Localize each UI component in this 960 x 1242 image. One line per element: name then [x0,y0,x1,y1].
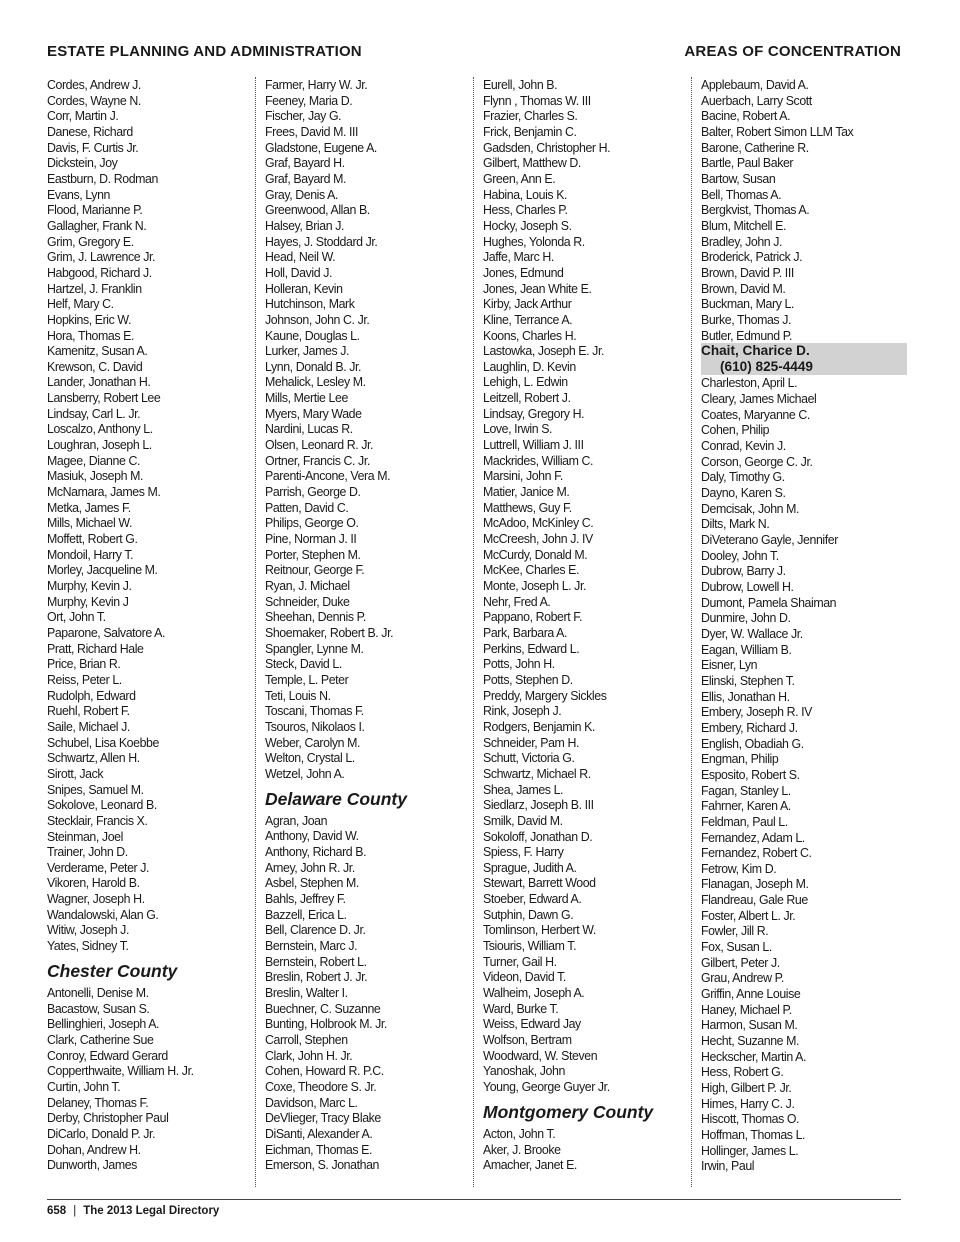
attorney-name: Gray, Denis A. [265,186,338,202]
attorney-name: Rink, Joseph J. [483,703,562,719]
attorney-name: DiSanti, Alexander A. [265,1125,373,1141]
attorney-name: Ryan, J. Michael [265,578,350,593]
attorney-name: Dooley, John T. [701,547,779,563]
attorney-name: Walheim, Joseph A. [483,985,585,1001]
attorney-name: Lindsay, Carl L. Jr. [47,405,141,421]
attorney-name: Welton, Crystal L. [265,750,355,766]
attorney-name: Metka, James F. [47,499,131,515]
footer-separator: | [73,1205,77,1217]
attorney-name: Shea, James L. [483,781,564,797]
attorney-name: Greenwood, Allan B. [265,202,370,218]
attorney-name: Murphy, Kevin J. [47,578,132,593]
attorney-name: Foster, Albert L. Jr. [701,907,796,923]
attorney-name: Frees, David M. III [265,123,359,139]
attorney-name: Wolfson, Bertram [483,1032,572,1048]
attorney-name: Schwartz, Allen H. [47,750,140,766]
attorney-name: Trainer, John D. [47,844,128,860]
attorney-name: Preddy, Margery Sickles [483,687,607,703]
attorney-name: Witiw, Joseph J. [47,922,129,938]
attorney-name: Lynn, Donald B. Jr. [265,358,362,374]
attorney-name: Curtin, John T. [47,1078,121,1094]
category-heading: AREAS OF CONCENTRATION [684,43,901,60]
attorney-name: Ward, Burke T. [483,1000,559,1016]
attorney-name: Bradley, John J. [701,233,783,249]
attorney-name: Habgood, Richard J. [47,264,152,280]
attorney-name: Fowler, Jill R. [701,923,769,939]
attorney-name: Emerson, S. Jonathan [265,1157,379,1173]
attorney-name: Elinski, Stephen T. [701,672,795,688]
attorney-name: Fernandez, Adam L. [701,829,805,845]
attorney-name: Olsen, Leonard R. Jr. [265,437,374,453]
attorney-name: Paparone, Salvatore A. [47,624,165,640]
attorney-name: Snipes, Samuel M. [47,781,144,797]
attorney-name: Clark, John H. Jr. [265,1047,353,1063]
attorney-name: Asbel, Stephen M. [265,875,359,891]
attorney-name: Fagan, Stanley L. [701,782,791,798]
attorney-name: Stecklair, Francis X. [47,812,148,828]
attorney-name: Spangler, Lynne M. [265,640,364,656]
attorney-name: Jones, Edmund [483,264,564,280]
attorney-name: Grau, Andrew P. [701,970,784,986]
attorney-name: Perkins, Edward L. [483,640,580,656]
attorney-name: Himes, Harry C. J. [701,1095,795,1111]
attorney-name: Kirby, Jack Arthur [483,296,572,312]
attorney-name: Lindsay, Gregory H. [483,405,585,421]
attorney-name: Myers, Mary Wade [265,405,362,421]
attorney-name: Hopkins, Eric W. [47,311,132,327]
attorney-name: Kline, Terrance A. [483,311,573,327]
attorney-name: Dunmire, John D. [701,610,791,626]
attorney-name: Ellis, Jonathan H. [701,688,790,704]
attorney-name: Gadsden, Christopher H. [483,139,611,155]
attorney-name: Dunworth, James [47,1157,137,1173]
attorney-name: Turner, Gail H. [483,953,557,969]
attorney-name: Murphy, Kevin J [47,593,129,609]
attorney-name: Pappano, Robert F. [483,609,583,625]
footer-rule [47,1199,901,1200]
attorney-name: Charleston, April L. [701,375,798,391]
attorney-name: Parenti-Ancone, Vera M. [265,468,391,484]
attorney-name: Eurell, John B. [483,77,558,92]
attorney-name: Burke, Thomas J. [701,311,791,327]
attorney-name: Acton, John T. [483,1125,556,1141]
attorney-name: Jaffe, Marc H. [483,249,554,265]
attorney-name: Steck, David L. [265,656,342,672]
attorney-name: Frick, Benjamin C. [483,123,577,139]
attorney-name: Dohan, Andrew H. [47,1141,141,1157]
attorney-name: Haney, Michael P. [701,1001,792,1017]
attorney-name: Copperthwaite, William H. Jr. [47,1063,194,1079]
attorney-name: Matthews, Guy F. [483,499,572,515]
featured-listing [701,343,907,375]
attorney-name: Steinman, Joel [47,828,123,844]
attorney-name: McAdoo, McKinley C. [483,515,594,531]
attorney-name: Barone, Catherine R. [701,139,809,155]
attorney-name: Wandalowski, Alan G. [47,906,159,922]
attorney-name: Ort, John T. [47,609,106,625]
attorney-name: Hiscott, Thomas O. [701,1111,800,1127]
attorney-name: Hess, Charles P. [483,202,568,218]
attorney-name: Matier, Janice M. [483,484,570,500]
attorney-name: Sokolove, Leonard B. [47,797,157,813]
attorney-name: Park, Barbara A. [483,624,568,640]
attorney-name: Frazier, Charles S. [483,108,578,124]
attorney-name: Yanoshak, John [483,1063,565,1079]
attorney-name: Delaney, Thomas F. [47,1094,149,1110]
attorney-name: Bell, Thomas A. [701,186,782,202]
directory-column-2 [265,77,465,1185]
attorney-name: Luttrell, William J. III [483,437,584,453]
attorney-name: Esposito, Robert S. [701,766,800,782]
attorney-name: Lander, Jonathan H. [47,374,151,390]
attorney-name: Mackrides, William C. [483,452,594,468]
attorney-name: Heckscher, Martin A. [701,1048,807,1064]
attorney-name: Coates, Maryanne C. [701,406,810,422]
attorney-name: Cohen, Howard R. P.C. [265,1063,384,1079]
attorney-name: Bernstein, Robert L. [265,953,367,969]
directory-column-1 [47,77,247,1185]
page-footer [47,1205,219,1217]
attorney-name: Tomlinson, Herbert W. [483,922,596,938]
attorney-name: Smilk, David M. [483,812,563,828]
attorney-name: Flandreau, Gale Rue [701,892,808,908]
attorney-name: Dickstein, Joy [47,155,118,171]
attorney-name: Bazzell, Erica L. [265,906,347,922]
attorney-name: Hayes, J. Stoddard Jr. [265,233,378,249]
attorney-name: Price, Brian R. [47,656,121,672]
attorney-name: Evans, Lynn [47,186,111,202]
section-heading: ESTATE PLANNING AND ADMINISTRATION [47,43,362,60]
attorney-name: Embery, Richard J. [701,719,798,735]
attorney-name: Corson, George C. Jr. [701,453,813,469]
attorney-name: Love, Irwin S. [483,421,553,437]
directory-columns [47,77,907,1187]
attorney-name: Ortner, Francis C. Jr. [265,452,370,468]
attorney-name: Bartle, Paul Baker [701,155,794,171]
attorney-name: Griffin, Anne Louise [701,986,801,1002]
attorney-name: Demcisak, John M. [701,500,800,516]
attorney-name: Embery, Joseph R. IV [701,704,812,720]
attorney-name: Derby, Christopher Paul [47,1110,169,1126]
attorney-name: Schwartz, Michael R. [483,765,591,781]
attorney-name: Dumont, Pamela Shaiman [701,594,837,610]
attorney-name: Lehigh, L. Edwin [483,374,568,390]
attorney-name: Butler, Edmund P. [701,327,792,343]
attorney-name: Weiss, Edward Jay [483,1016,581,1032]
attorney-name: Bell, Clarence D. Jr. [265,922,366,938]
attorney-name: Lastowka, Joseph E. Jr. [483,343,604,359]
featured-attorney-name: Chait, Charice D. [701,343,810,359]
attorney-name: Danese, Richard [47,123,133,139]
attorney-name: Temple, L. Peter [265,671,349,687]
attorney-name: Krewson, C. David [47,358,143,374]
attorney-name: Fox, Susan L. [701,939,772,955]
attorney-name: Jones, Jean White E. [483,280,592,296]
attorney-name: Schutt, Victoria G. [483,750,575,766]
attorney-name: Harmon, Susan M. [701,1017,798,1033]
attorney-name: Agran, Joan [265,812,328,828]
attorney-name: Graf, Bayard H. [265,155,345,171]
attorney-name: Sheehan, Dennis P. [265,609,366,625]
attorney-name: Holleran, Kevin [265,280,343,296]
attorney-name: Daly, Timothy G. [701,469,785,485]
attorney-name: Schubel, Lisa Koebbe [47,734,159,750]
attorney-name: Arney, John R. Jr. [265,859,355,875]
attorney-name: Hollinger, James L. [701,1142,799,1158]
page-number: 658 [47,1205,67,1217]
attorney-name: Habina, Louis K. [483,186,568,202]
featured-attorney-phone: (610) 825-4449 [720,358,813,374]
attorney-name: Hess, Robert G. [701,1064,784,1080]
attorney-name: Tsiouris, William T. [483,938,577,954]
attorney-name: Verderame, Peter J. [47,859,150,875]
attorney-name: Marsini, John F. [483,468,563,484]
attorney-name: Holl, David J. [265,264,332,280]
attorney-name: Masiuk, Joseph M. [47,468,143,484]
attorney-name: Bacine, Robert A. [701,108,791,124]
attorney-name: Lansberry, Robert Lee [47,390,161,406]
attorney-name: Blum, Mitchell E. [701,217,786,233]
attorney-name: Broderick, Patrick J. [701,249,803,265]
attorney-name: DiVeterano Gayle, Jennifer [701,532,838,548]
county-heading: Montgomery County [483,1101,654,1122]
attorney-name: Videon, David T. [483,969,566,985]
column-divider [473,77,474,1187]
attorney-name: Wetzel, John A. [265,765,345,781]
county-heading: Delaware County [265,788,407,809]
attorney-name: Morley, Jacqueline M. [47,562,158,578]
attorney-name: Davis, F. Curtis Jr. [47,139,139,155]
attorney-name: Anthony, David W. [265,828,359,844]
attorney-name: Hecht, Suzanne M. [701,1033,800,1049]
attorney-name: Bernstein, Marc J. [265,938,358,954]
attorney-name: Gilbert, Peter J. [701,954,780,970]
attorney-name: Grim, Gregory E. [47,233,134,249]
attorney-name: Leitzell, Robert J. [483,390,571,406]
attorney-name: Dubrow, Barry J. [701,563,786,579]
attorney-name: Gladstone, Eugene A. [265,139,377,155]
attorney-name: Corr, Martin J. [47,108,119,124]
attorney-name: Fischer, Jay G. [265,108,342,124]
attorney-name: Flood, Marianne P. [47,202,143,218]
attorney-name: Kaune, Douglas L. [265,327,360,343]
attorney-name: Mills, Michael W. [47,515,132,531]
attorney-name: Bacastow, Susan S. [47,1000,150,1016]
attorney-name: Young, George Guyer Jr. [483,1079,610,1094]
column-divider [691,77,692,1187]
attorney-name: Woodward, W. Steven [483,1047,598,1063]
attorney-name: Breslin, Robert J. Jr. [265,969,368,985]
attorney-name: Potts, John H. [483,656,555,672]
attorney-name: Porter, Stephen M. [265,546,361,562]
attorney-name: Cordes, Andrew J. [47,77,141,92]
attorney-name: Shoemaker, Robert B. Jr. [265,624,394,640]
attorney-name: Carroll, Stephen [265,1032,348,1048]
attorney-name: Monte, Joseph L. Jr. [483,578,586,593]
attorney-name: McCurdy, Donald M. [483,546,588,562]
attorney-name: Antonelli, Denise M. [47,985,149,1001]
directory-column-4 [701,77,907,1185]
attorney-name: Eisner, Lyn [701,657,758,673]
attorney-name: Loscalzo, Anthony L. [47,421,153,437]
attorney-name: Koons, Charles H. [483,327,577,343]
attorney-name: Dilts, Mark N. [701,516,770,532]
attorney-name: Stoeber, Edward A. [483,891,582,907]
attorney-name: Reitnour, George F. [265,562,365,578]
attorney-name: Anthony, Richard B. [265,844,367,860]
attorney-name: Cleary, James Michael [701,391,817,407]
attorney-name: Dayno, Karen S. [701,485,786,501]
attorney-name: Farmer, Harry W. Jr. [265,77,368,92]
attorney-name: Breslin, Walter I. [265,985,348,1001]
attorney-name: Pratt, Richard Hale [47,640,144,656]
attorney-name: Engman, Philip [701,751,779,767]
attorney-name: Ruehl, Robert F. [47,703,130,719]
attorney-name: Conroy, Edward Gerard [47,1047,168,1063]
attorney-name: Buckman, Mary L. [701,296,794,312]
attorney-name: Davidson, Marc L. [265,1094,358,1110]
attorney-name: Siedlarz, Joseph B. III [483,797,594,813]
attorney-name: Halsey, Brian J. [265,217,344,233]
attorney-name: Vikoren, Harold B. [47,875,140,891]
attorney-name: Kamenitz, Susan A. [47,343,148,359]
attorney-name: Bahls, Jeffrey F. [265,891,346,907]
attorney-name: Philips, George O. [265,515,359,531]
attorney-name: Pine, Norman J. II [265,531,357,547]
attorney-name: Graf, Bayard M. [265,170,347,186]
attorney-name: Saile, Michael J. [47,718,130,734]
attorney-name: Buechner, C. Suzanne [265,1000,381,1016]
attorney-name: Rudolph, Edward [47,687,136,703]
attorney-name: Cohen, Philip [701,422,770,438]
attorney-name: Irwin, Paul [701,1158,755,1174]
attorney-name: English, Obadiah G. [701,735,804,751]
attorney-name: Feldman, Paul L. [701,813,788,829]
attorney-name: Hutchinson, Mark [265,296,355,312]
attorney-name: Patten, David C. [265,499,349,515]
attorney-name: Rodgers, Benjamin K. [483,718,595,734]
attorney-name: Potts, Stephen D. [483,671,573,687]
attorney-name: Dubrow, Lowell H. [701,579,794,594]
attorney-name: Hughes, Yolonda R. [483,233,585,249]
attorney-name: Bellinghieri, Joseph A. [47,1016,160,1032]
attorney-name: Yates, Sidney T. [47,938,129,954]
attorney-name: Brown, David P. III [701,264,794,280]
attorney-name: Nardini, Lucas R. [265,421,353,437]
attorney-name: Coxe, Theodore S. Jr. [265,1078,377,1094]
attorney-name: Johnson, John C. Jr. [265,311,370,327]
attorney-name: Helf, Mary C. [47,296,114,312]
attorney-name: McCreesh, John J. IV [483,531,593,547]
attorney-name: Eichman, Thomas E. [265,1141,373,1157]
attorney-name: Head, Neil W. [265,249,336,265]
attorney-name: Sokoloff, Jonathan D. [483,828,593,844]
attorney-name: Feeney, Maria D. [265,92,353,108]
attorney-name: Cordes, Wayne N. [47,92,141,108]
attorney-name: Auerbach, Larry Scott [701,92,812,108]
attorney-name: Schneider, Duke [265,593,350,609]
attorney-name: Reiss, Peter L. [47,671,122,687]
attorney-name: Laughlin, D. Kevin [483,358,576,374]
page-header [47,43,901,63]
attorney-name: Hocky, Joseph S. [483,217,572,233]
attorney-name: Sutphin, Dawn G. [483,906,574,922]
attorney-name: Schneider, Pam H. [483,734,579,750]
attorney-name: McNamara, James M. [47,484,161,500]
attorney-name: Wagner, Joseph H. [47,891,145,907]
attorney-name: Gallagher, Frank N. [47,217,147,233]
attorney-name: Brown, David M. [701,280,786,296]
attorney-name: Clark, Catherine Sue [47,1032,154,1048]
attorney-name: Hartzel, J. Franklin [47,280,142,296]
directory-column-3 [483,77,683,1185]
attorney-name: Flynn , Thomas W. III [483,92,591,108]
attorney-name: Weber, Carolyn M. [265,734,361,750]
county-heading: Chester County [47,960,178,981]
attorney-name: Gilbert, Matthew D. [483,155,581,171]
attorney-name: Balter, Robert Simon LLM Tax [701,123,854,139]
attorney-name: Dyer, W. Wallace Jr. [701,625,803,641]
attorney-name: DiCarlo, Donald P. Jr. [47,1125,156,1141]
attorney-name: DeVlieger, Tracy Blake [265,1110,381,1126]
attorney-name: Fetrow, Kim D. [701,860,777,876]
attorney-name: McKee, Charles E. [483,562,579,578]
attorney-name: Aker, J. Brooke [483,1141,561,1157]
attorney-name: Teti, Louis N. [265,687,331,703]
attorney-name: Hora, Thomas E. [47,327,134,343]
attorney-name: Mondoil, Harry T. [47,546,134,562]
attorney-name: Mills, Mertie Lee [265,390,348,406]
attorney-name: Toscani, Thomas F. [265,703,364,719]
attorney-name: Hoffman, Thomas L. [701,1126,806,1142]
attorney-name: Bartow, Susan [701,170,776,186]
attorney-name: Sprague, Judith A. [483,859,577,875]
attorney-name: Stewart, Barrett Wood [483,875,596,891]
attorney-name: Eastburn, D. Rodman [47,170,158,186]
attorney-name: Bergkvist, Thomas A. [701,202,810,218]
attorney-name: Sirott, Jack [47,765,104,781]
attorney-name: Moffett, Robert G. [47,531,138,547]
attorney-name: Magee, Dianne C. [47,452,140,468]
attorney-name: Nehr, Fred A. [483,593,551,609]
attorney-name: Loughran, Joseph L. [47,437,152,453]
publication-title: The 2013 Legal Directory [83,1205,220,1217]
attorney-name: Flanagan, Joseph M. [701,876,809,892]
attorney-name: Parrish, George D. [265,484,361,500]
attorney-name: Amacher, Janet E. [483,1157,577,1173]
attorney-name: Lurker, James J. [265,343,350,359]
attorney-name: Eagan, William B. [701,641,792,657]
attorney-name: Bunting, Holbrook M. Jr. [265,1016,387,1032]
column-divider [255,77,256,1187]
attorney-name: Fahrner, Karen A. [701,798,791,814]
attorney-name: Fernandez, Robert C. [701,845,812,861]
attorney-name: Applebaum, David A. [701,77,809,92]
attorney-name: Green, Ann E. [483,170,556,186]
attorney-name: High, Gilbert P. Jr. [701,1080,792,1095]
attorney-name: Conrad, Kevin J. [701,438,786,454]
attorney-name: Grim, J. Lawrence Jr. [47,249,156,265]
attorney-name: Mehalick, Lesley M. [265,374,366,390]
attorney-name: Spiess, F. Harry [483,844,564,860]
attorney-name: Tsouros, Nikolaos I. [265,718,365,734]
